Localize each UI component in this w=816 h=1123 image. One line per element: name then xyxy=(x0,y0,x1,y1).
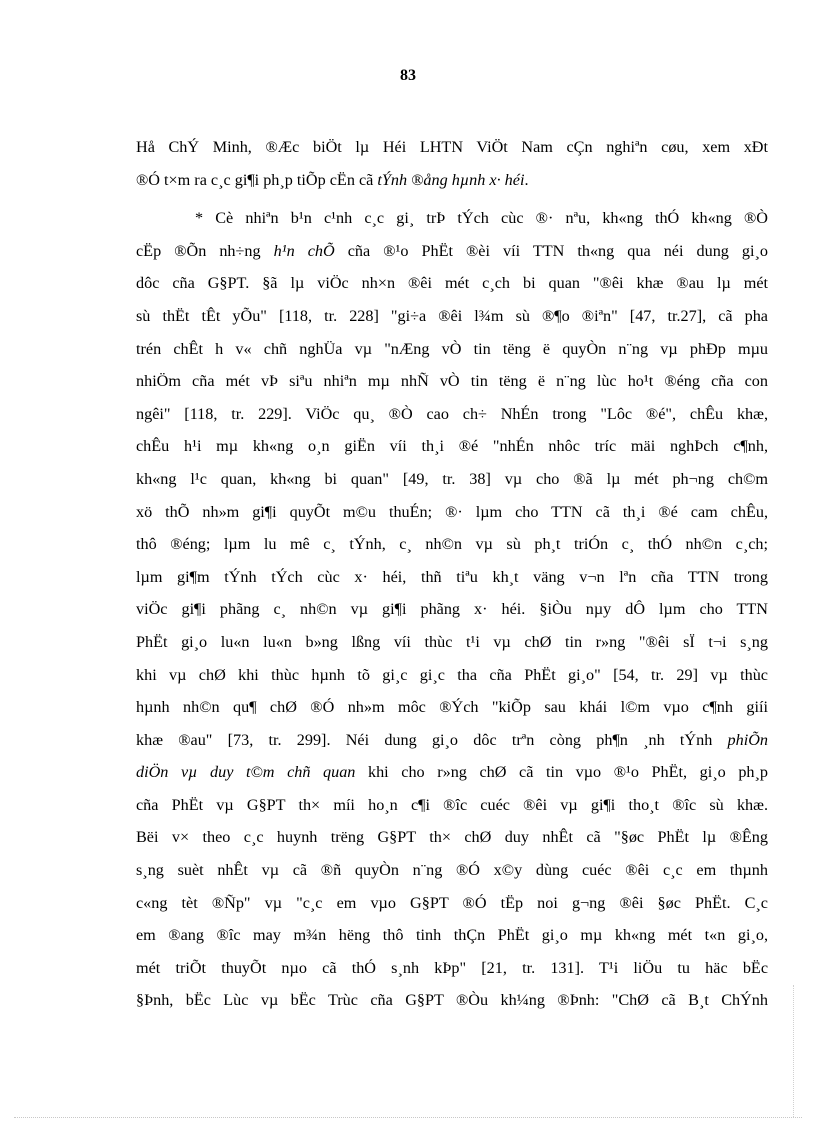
text-line xyxy=(136,466,768,499)
page-edge-guide xyxy=(793,985,794,1117)
text-segment: nhiÖm cña mét vÞ siªu nhiªn mµ nhÑ vÒ tin tëng ë n¨ng lùc ho¹t ®éng cña con xyxy=(136,372,768,391)
page-bottom-guide xyxy=(14,1117,802,1118)
text-segment: c«ng tèt ®Ñp" vµ "c¸c em vµo G§PT ®Ó tËp noi g¬ng ®êi §øc PhËt. C¸c xyxy=(136,893,768,912)
text-segment: lµm gi¶m tÝnh tÝch cùc x· héi, thñ tiªu kh¸t väng v¬n lªn cña TTN trong xyxy=(136,567,768,586)
text-line xyxy=(136,759,768,792)
text-line xyxy=(136,531,768,564)
text-line xyxy=(136,694,768,727)
text-line xyxy=(136,499,768,532)
text-line xyxy=(136,167,768,200)
italic-phrase: phiÕn xyxy=(727,730,768,749)
text-line xyxy=(136,824,768,857)
text-line xyxy=(136,303,768,336)
italic-phrase: tÝnh ®ång hµnh x· héi xyxy=(377,170,525,189)
text-segment: * Cè nhiªn b¹n c¹nh c¸c gi¸ trÞ tÝch cùc ®· nªu, kh«ng thÓ kh«ng ®Ò xyxy=(195,209,768,228)
body-text xyxy=(136,134,768,1020)
text-segment: cËp ®Õn nh÷ng xyxy=(136,241,274,260)
text-line xyxy=(136,890,768,923)
text-line xyxy=(136,727,768,760)
text-segment: dôc cña G§PT. §ã lµ viÖc nh×n ®êi mét c¸ch bi quan "®êi khæ ®au lµ mét xyxy=(136,274,768,293)
text-line xyxy=(136,987,768,1020)
text-line xyxy=(136,134,768,167)
text-segment: khi cho r»ng chØ cã tin vµo ®¹o PhËt, gi¸o ph¸p xyxy=(355,763,768,782)
text-line xyxy=(136,857,768,890)
text-segment: ngêi" [118, tr. 229]. ViÖc qu¸ ®Ò cao ch÷ NhÉn trong "Lôc ®é", chÊu khæ, xyxy=(136,404,768,423)
text-segment: trén chÊt h v« chñ nghÜa vµ "nÆng vÒ tin tëng ë quyÒn n¨ng vµ phÐp mµu xyxy=(136,339,768,358)
text-segment: mét triÕt thuyÕt nµo cã thÓ s¸nh kÞp" [21, tr. 131]. T¹i liÖu tu häc bËc xyxy=(136,958,768,977)
text-segment: xö thÕ nh»m gi¶i quyÕt m©u thuÉn; ®· lµm cho TTN cã th¸i ®é cam chÊu, xyxy=(136,502,768,521)
italic-phrase: diÖn vµ duy t©m chñ quan xyxy=(136,763,356,782)
text-line xyxy=(136,922,768,955)
text-line xyxy=(136,433,768,466)
text-line xyxy=(136,629,768,662)
text-line xyxy=(136,336,768,369)
text-line xyxy=(136,401,768,434)
text-segment: §Þnh, bËc Lùc vµ bËc Trùc cña G§PT ®Òu kh¼ng ®Þnh: "ChØ cã B¸t ChÝnh xyxy=(136,991,768,1010)
text-segment: cña PhËt vµ G§PT th× míi ho¸n c¶i ®îc cuéc ®êi vµ gi¶i tho¸t ®îc sù khæ. xyxy=(136,795,768,814)
text-segment: s¸ng suèt nhÊt vµ cã ®ñ quyÒn n¨ng ®Ó x©y dùng cuéc ®êi c¸c em thµnh xyxy=(136,861,768,880)
text-line xyxy=(136,564,768,597)
text-segment: PhËt gi¸o lu«n lu«n b»ng lßng víi thùc t¹i vµ chØ tin r»ng "®êi sÏ t¬i s¸ng xyxy=(136,632,768,651)
text-line xyxy=(136,662,768,695)
text-segment: ®Ó t×m ra c¸c gi¶i ph¸p tiÕp cËn cã xyxy=(136,170,378,189)
text-line xyxy=(136,792,768,825)
text-segment: Bëi v× theo c¸c huynh trëng G§PT th× chØ duy nhÊt cã "§øc PhËt lµ ®Êng xyxy=(136,828,768,847)
text-line xyxy=(136,270,768,303)
italic-phrase: h¹n chÕ xyxy=(273,241,335,260)
text-line xyxy=(136,596,768,629)
text-segment: em ®ang ®îc may m¾n hëng thô tinh thÇn PhËt gi¸o mµ kh«ng mét t«n gi¸o, xyxy=(136,926,768,945)
text-line xyxy=(136,955,768,988)
paragraph-first-line xyxy=(136,205,768,238)
text-segment: khi vµ chØ khi thùc hµnh tõ gi¸c gi¸c tha cña PhËt gi¸o" [54, tr. 29] vµ thùc xyxy=(136,665,768,684)
text-segment: Hå ChÝ Minh, ®Æc biÖt lµ Héi LHTN ViÖt Nam cÇn nghiªn cøu, xem xÐt xyxy=(136,138,768,156)
text-segment: thô ®éng; lµm lu mê c¸ tÝnh, c¸ nh©n vµ sù ph¸t triÓn c¸ thÓ nh©n c¸ch; xyxy=(136,535,768,554)
text-segment: cña ®¹o PhËt ®èi víi TTN th«ng qua néi dung gi¸o xyxy=(334,241,768,260)
text-segment: viÖc gi¶i phãng c¸ nh©n vµ gi¶i phãng x· héi. §iÒu nµy dÔ lµm cho TTN xyxy=(136,600,768,619)
text-segment: kh«ng l¹c quan, kh«ng bi quan" [49, tr. 38] vµ cho ®ã lµ mét ph¬ng ch©m xyxy=(136,469,768,488)
text-segment: hµnh nh©n qu¶ chØ ®Ó nh»m môc ®Ých "kiÕp sau khái l©m vµo c¶nh giíi xyxy=(136,698,768,717)
text-segment: chÊu h¹i mµ kh«ng o¸n giËn víi th¸i ®é "nhÉn nhôc tríc mäi nghÞch c¶nh, xyxy=(136,437,768,456)
text-segment: sù thËt tÊt yÕu" [118, tr. 228] "gi÷a ®êi l¾m sù ®¶o ®iªn" [47, tr.27], cã pha xyxy=(136,306,768,325)
text-line xyxy=(136,238,768,271)
page-number: 83 xyxy=(400,67,416,84)
text-segment: khæ ®au" [73, tr. 299]. Néi dung gi¸o dôc trªn còng ph¶n ¸nh tÝnh xyxy=(136,730,728,749)
text-segment: . xyxy=(524,170,529,189)
text-line xyxy=(136,368,768,401)
